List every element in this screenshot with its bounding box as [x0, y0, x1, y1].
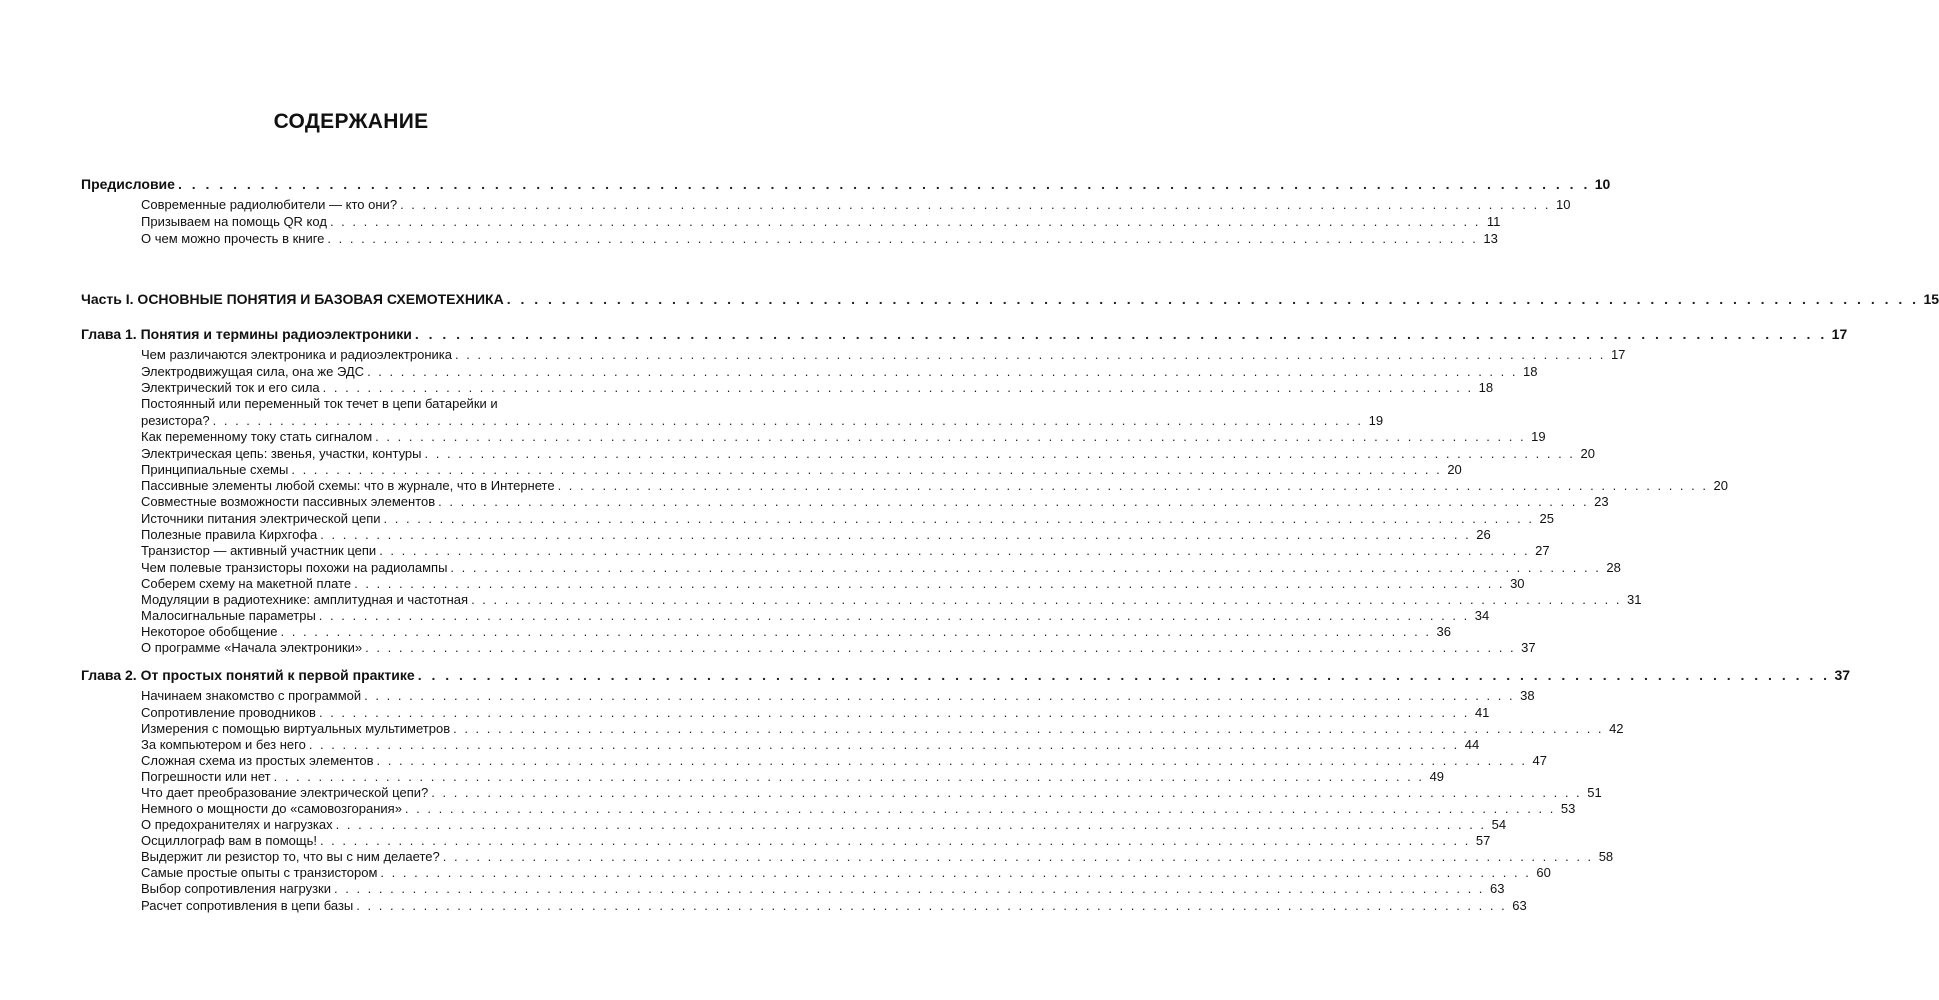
dot-leader	[354, 576, 1504, 592]
toc-entry	[141, 592, 1642, 608]
dot-leader	[453, 721, 1603, 737]
toc-heading-chapter-1	[81, 326, 1848, 342]
toc-heading-preface	[81, 176, 1611, 192]
toc-entry	[141, 737, 1480, 753]
toc-entry-text: О чем можно прочесть в книге	[141, 231, 325, 246]
dot-leader	[450, 560, 1600, 576]
toc-entry	[141, 527, 1491, 543]
toc-heading-text: Глава 2. От простых понятий к первой практике	[81, 667, 415, 683]
toc-page-number: 26	[1476, 527, 1491, 542]
toc-entry-line-1: Постоянный или переменный ток течет в цепи батарейки и	[141, 396, 498, 411]
toc-page-number: 31	[1627, 592, 1642, 607]
dot-leader	[364, 688, 1514, 704]
toc-heading-chapter-2	[81, 667, 1851, 683]
toc-entry	[141, 511, 1554, 527]
toc-entry	[141, 833, 1491, 849]
toc-entry	[141, 347, 1626, 363]
dot-leader	[334, 881, 1484, 897]
toc-entry	[141, 624, 1451, 640]
dot-leader	[405, 801, 1555, 817]
toc-page-number: 41	[1474, 705, 1490, 720]
toc-page-number: 47	[1532, 753, 1547, 768]
toc-entry	[141, 214, 1501, 230]
toc-entry-text: Принципиальные схемы	[141, 462, 289, 477]
toc-entry-text: Выдержит ли резистор то, что вы с ним делаете?	[141, 849, 440, 864]
toc-page-number: 42	[1609, 721, 1624, 736]
dot-leader	[319, 705, 1469, 721]
dot-leader	[400, 197, 1550, 213]
toc-page-number: 30	[1510, 576, 1525, 591]
dot-leader	[507, 291, 1919, 307]
dot-leader	[384, 511, 1534, 527]
dot-leader	[319, 608, 1469, 624]
toc-entry-text: Соберем схему на макетной плате	[141, 576, 352, 591]
toc-entry-text: Что дает преобразование электрической цепи?	[141, 785, 429, 800]
dot-leader	[323, 380, 1473, 396]
dot-leader	[425, 446, 1575, 462]
toc-entry-text: Как переменному току стать сигналом	[141, 429, 373, 444]
toc-entry	[141, 705, 1490, 721]
toc-entry-text: Электродвижущая сила, она же ЭДС	[141, 364, 365, 379]
dot-leader	[377, 753, 1527, 769]
toc-page-number: 11	[1486, 214, 1501, 229]
dot-leader	[309, 737, 1459, 753]
toc-entry	[141, 413, 1384, 429]
toc-entry-text: Погрешности или нет	[141, 769, 271, 784]
toc-page-number: 63	[1512, 898, 1527, 913]
dot-leader	[380, 865, 1530, 881]
toc-page-number: 49	[1429, 769, 1445, 784]
toc-page-number: 58	[1598, 849, 1614, 864]
toc-page-number: 27	[1535, 543, 1550, 558]
dot-leader	[330, 214, 1480, 230]
dot-leader	[365, 640, 1515, 656]
toc-entry	[141, 801, 1576, 817]
dot-leader	[415, 326, 1827, 342]
toc-entry	[141, 721, 1624, 737]
toc-entry	[141, 688, 1535, 704]
toc-entry-text: Расчет сопротивления в цепи базы	[141, 898, 354, 913]
toc-page-number: 57	[1475, 833, 1491, 848]
toc-entry-text: Электрический ток и его сила	[141, 380, 320, 395]
toc-page-number: 44	[1464, 737, 1480, 752]
toc-entry	[141, 576, 1525, 592]
toc-entry-text: О предохранителях и нагрузках	[141, 817, 333, 832]
dot-leader	[320, 527, 1470, 543]
dot-leader	[418, 667, 1830, 683]
toc-entry	[141, 197, 1571, 213]
toc-entry	[141, 608, 1490, 624]
toc-page-number: 19	[1368, 413, 1384, 428]
dot-leader	[356, 898, 1506, 914]
dot-leader	[274, 769, 1424, 785]
dot-leader	[336, 817, 1486, 833]
toc-page-number: 37	[1834, 667, 1851, 683]
toc-entry	[141, 364, 1538, 380]
toc-page-number: 20	[1713, 478, 1728, 493]
toc-page-number: 15	[1923, 291, 1939, 307]
toc-entry	[141, 478, 1728, 494]
toc-entry	[141, 560, 1621, 576]
dot-leader	[443, 849, 1593, 865]
toc-heading-part-1	[81, 291, 1939, 307]
toc-page-number: 37	[1521, 640, 1536, 655]
toc-entry-text: Начинаем знакомство с программой	[141, 688, 362, 703]
toc-page-number: 18	[1523, 364, 1538, 379]
toc-entry	[141, 785, 1602, 801]
page-title: СОДЕРЖАНИЕ	[273, 110, 429, 133]
toc-entry	[141, 865, 1551, 881]
dot-leader	[431, 785, 1581, 801]
dot-leader	[178, 176, 1590, 192]
toc-page-number: 23	[1594, 494, 1609, 509]
dot-leader	[281, 624, 1431, 640]
toc-entry	[141, 446, 1595, 462]
dot-leader	[291, 462, 1441, 478]
toc-entry	[141, 640, 1536, 656]
toc-page-number: 54	[1491, 817, 1507, 832]
toc-heading-text: Предисловие	[81, 176, 175, 192]
toc-entry-text: Призываем на помощь QR код	[141, 214, 327, 229]
toc-entry-text: Источники питания электрической цепи	[141, 511, 381, 526]
dot-leader	[471, 592, 1621, 608]
toc-page-number: 53	[1560, 801, 1576, 816]
toc-entry	[141, 849, 1614, 865]
toc-page-number: 17	[1831, 326, 1848, 342]
toc-entry-text: Самые простые опыты с транзистором	[141, 865, 378, 880]
toc-page-number: 17	[1610, 347, 1626, 362]
toc-page-number: 20	[1580, 446, 1595, 461]
toc-page-number: 36	[1436, 624, 1451, 639]
toc-page-number: 38	[1520, 688, 1535, 703]
toc-entry-text: Совместные возможности пассивных элементов	[141, 494, 436, 509]
toc-entry-text: Транзистор — активный участник цепи	[141, 543, 377, 558]
toc-page-number: 25	[1539, 511, 1554, 526]
toc-entry	[141, 898, 1527, 914]
toc-entry-text: Полезные правила Кирхгофа	[141, 527, 318, 542]
toc-entry-text: Осциллограф вам в помощь!	[141, 833, 317, 848]
toc-page-number: 63	[1489, 881, 1505, 896]
toc-entry	[141, 231, 1498, 247]
toc-entry-text: Сложная схема из простых элементов	[141, 753, 374, 768]
toc-entry	[141, 494, 1609, 510]
toc-page-number: 20	[1447, 462, 1462, 477]
toc-entry-text: О программе «Начала электроники»	[141, 640, 363, 655]
toc-entry	[141, 380, 1494, 396]
toc-page-number: 34	[1474, 608, 1490, 623]
toc-entry	[141, 881, 1505, 897]
toc-entry-text: Немного о мощности до «самовозгорания»	[141, 801, 402, 816]
toc-entry-text: Сопротивление проводников	[141, 705, 316, 720]
toc-page-number: 13	[1483, 231, 1498, 246]
toc-entry-text: резистора?	[141, 413, 210, 428]
toc-entry	[141, 429, 1546, 445]
toc-entry-text: Современные радиолюбители — кто они?	[141, 197, 398, 212]
toc-entry	[141, 753, 1547, 769]
toc-page-number: 28	[1606, 560, 1621, 575]
dot-leader	[379, 543, 1529, 559]
dot-leader	[327, 231, 1477, 247]
dot-leader	[438, 494, 1588, 510]
toc-page-number: 60	[1536, 865, 1551, 880]
dot-leader	[375, 429, 1525, 445]
toc-entry-text: Пассивные элементы любой схемы: что в журнале, что в Интернете	[141, 478, 555, 493]
toc-entry-text: Электрическая цепь: звенья, участки, контуры	[141, 446, 422, 461]
dot-leader	[367, 364, 1517, 380]
toc-entry-text: Чем полевые транзисторы похожи на радиолампы	[141, 560, 448, 575]
toc-entry-text: Чем различаются электроника и радиоэлектроника	[141, 347, 452, 362]
toc-page-number: 19	[1531, 429, 1546, 444]
toc-entry	[141, 817, 1507, 833]
dot-leader	[558, 478, 1708, 494]
toc-entry	[141, 462, 1462, 478]
dot-leader	[320, 833, 1470, 849]
toc-page-number: 51	[1587, 785, 1602, 800]
toc-page-number: 10	[1594, 176, 1611, 192]
dot-leader	[455, 347, 1605, 363]
toc-page-number: 18	[1478, 380, 1494, 395]
dot-leader	[213, 413, 1363, 429]
toc-entry-text: Измерения с помощью виртуальных мультиметров	[141, 721, 451, 736]
toc-entry-text: Модуляции в радиотехнике: амплитудная и частотная	[141, 592, 469, 607]
toc-page-number: 10	[1556, 197, 1571, 212]
toc-heading-text: Часть I. ОСНОВНЫЕ ПОНЯТИЯ И БАЗОВАЯ СХЕМОТЕХНИКА	[81, 291, 504, 307]
toc-entry	[141, 543, 1550, 559]
toc-entry	[141, 769, 1445, 785]
toc-heading-text: Глава 1. Понятия и термины радиоэлектроники	[81, 326, 412, 342]
toc-entry-text: Выбор сопротивления нагрузки	[141, 881, 331, 896]
toc-entry-text: Некоторое обобщение	[141, 624, 278, 639]
toc-entry-text: За компьютером и без него	[141, 737, 306, 752]
toc-entry-text: Малосигнальные параметры	[141, 608, 316, 623]
